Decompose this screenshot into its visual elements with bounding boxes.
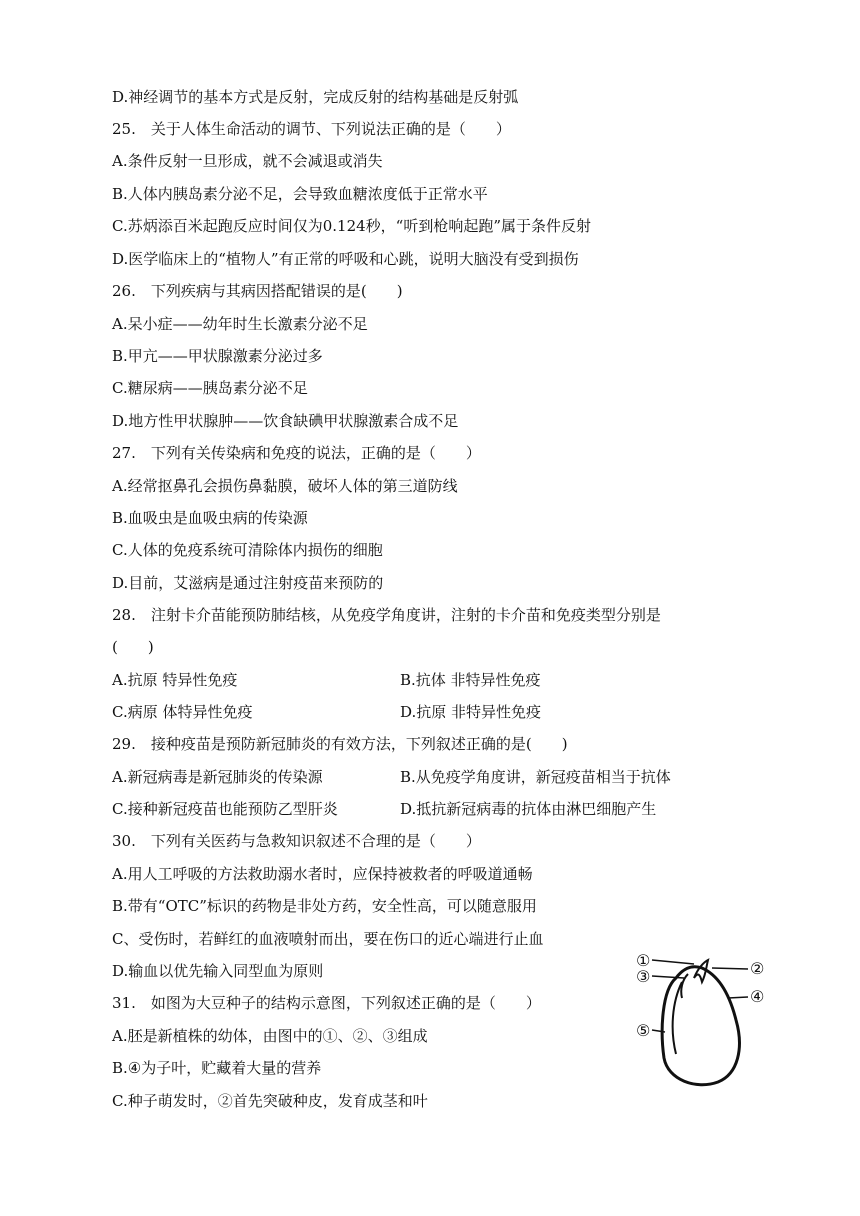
q27-option-d: D.目前，艾滋病是通过注射疫苗来预防的 [112, 574, 384, 592]
label-1: ① [636, 951, 651, 970]
q28-option-c: C.病原 体特异性免疫 [112, 703, 253, 721]
q25-stem: 25. 关于人体生命活动的调节、下列说法正确的是（ ） [112, 120, 511, 138]
q31-option-a: A.胚是新植株的幼体，由图中的①、②、③组成 [112, 1027, 428, 1045]
q25-option-c: C.苏炳添百米起跑反应时间仅为0.124秒，“听到枪响起跑”属于条件反射 [112, 217, 591, 235]
q28-stem-bracket: ( ) [112, 638, 154, 656]
q30-option-d: D.输血以优先输入同型血为原则 [112, 962, 324, 980]
label-4: ④ [750, 987, 765, 1006]
soybean-seed-svg [632, 950, 772, 1090]
label-5: ⑤ [636, 1021, 651, 1040]
q26-option-a: A.呆小症——幼年时生长激素分泌不足 [112, 315, 368, 333]
q31-stem: 31. 如图为大豆种子的结构示意图，下列叙述正确的是（ ） [112, 994, 541, 1012]
q26-option-d: D.地方性甲状腺肿——饮食缺碘甲状腺激素合成不足 [112, 412, 459, 430]
q27-option-b: B.血吸虫是血吸虫病的传染源 [112, 509, 308, 527]
q29-options-row-1 [112, 767, 671, 787]
q28-option-a: A.抗原 特异性免疫 [112, 671, 238, 689]
q28-stem: 28. 注射卡介苗能预防肺结核，从免疫学角度讲，注射的卡介苗和免疫类型分别是 [112, 606, 661, 624]
q27-option-a: A.经常抠鼻孔会损伤鼻黏膜，破坏人体的第三道防线 [112, 477, 458, 495]
q30-option-b: B.带有“OTC”标识的药物是非处方药，安全性高，可以随意服用 [112, 897, 537, 915]
q29-option-c: C.接种新冠疫苗也能预防乙型肝炎 [112, 800, 338, 818]
q29-option-d: D.抵抗新冠病毒的抗体由淋巴细胞产生 [400, 800, 657, 818]
q29-stem: 29. 接种疫苗是预防新冠肺炎的有效方法，下列叙述正确的是( ) [112, 735, 568, 753]
q26-option-b: B.甲亢——甲状腺激素分泌过多 [112, 347, 323, 365]
q25-option-a: A.条件反射一旦形成，就不会减退或消失 [112, 152, 383, 170]
plumule-shape [694, 960, 708, 982]
q29-option-b: B.从免疫学角度讲，新冠疫苗相当于抗体 [400, 768, 671, 786]
q31-option-c: C.种子萌发时，②首先突破种皮，发育成茎和叶 [112, 1092, 428, 1110]
soybean-seed-diagram [632, 950, 772, 1090]
q27-stem: 27. 下列有关传染病和免疫的说法，正确的是（ ） [112, 444, 481, 462]
q28-options-row-1 [112, 670, 541, 690]
label-3: ③ [636, 967, 651, 986]
q30-option-c: C、受伤时，若鲜红的血液喷射而出，要在伤口的近心端进行止血 [112, 930, 544, 948]
q25-option-d: D.医学临床上的“植物人”有正常的呼吸和心跳，说明大脑没有受到损伤 [112, 250, 579, 268]
q28-options-row-2 [112, 702, 542, 722]
q30-option-a: A.用人工呼吸的方法救助溺水者时，应保持被救者的呼吸道通畅 [112, 865, 533, 883]
seed-outline [662, 967, 739, 1085]
q27-option-c: C.人体的免疫系统可清除体内损伤的细胞 [112, 541, 383, 559]
q28-option-b: B.抗体 非特异性免疫 [400, 671, 541, 689]
q30-stem: 30. 下列有关医药与急救知识叙述不合理的是（ ） [112, 832, 481, 850]
label-2: ② [750, 959, 765, 978]
q29-options-row-2 [112, 799, 657, 819]
q29-option-a: A.新冠病毒是新冠肺炎的传染源 [112, 768, 323, 786]
q25-option-b: B.人体内胰岛素分泌不足，会导致血糖浓度低于正常水平 [112, 185, 488, 203]
q28-option-d: D.抗原 非特异性免疫 [400, 703, 542, 721]
q31-option-b: B.④为子叶，贮藏着大量的营养 [112, 1059, 322, 1077]
q26-option-c: C.糖尿病——胰岛素分泌不足 [112, 379, 308, 397]
q26-stem: 26. 下列疾病与其病因搭配错误的是( ) [112, 282, 403, 300]
q24-option-d: D.神经调节的基本方式是反射，完成反射的结构基础是反射弧 [112, 88, 519, 106]
